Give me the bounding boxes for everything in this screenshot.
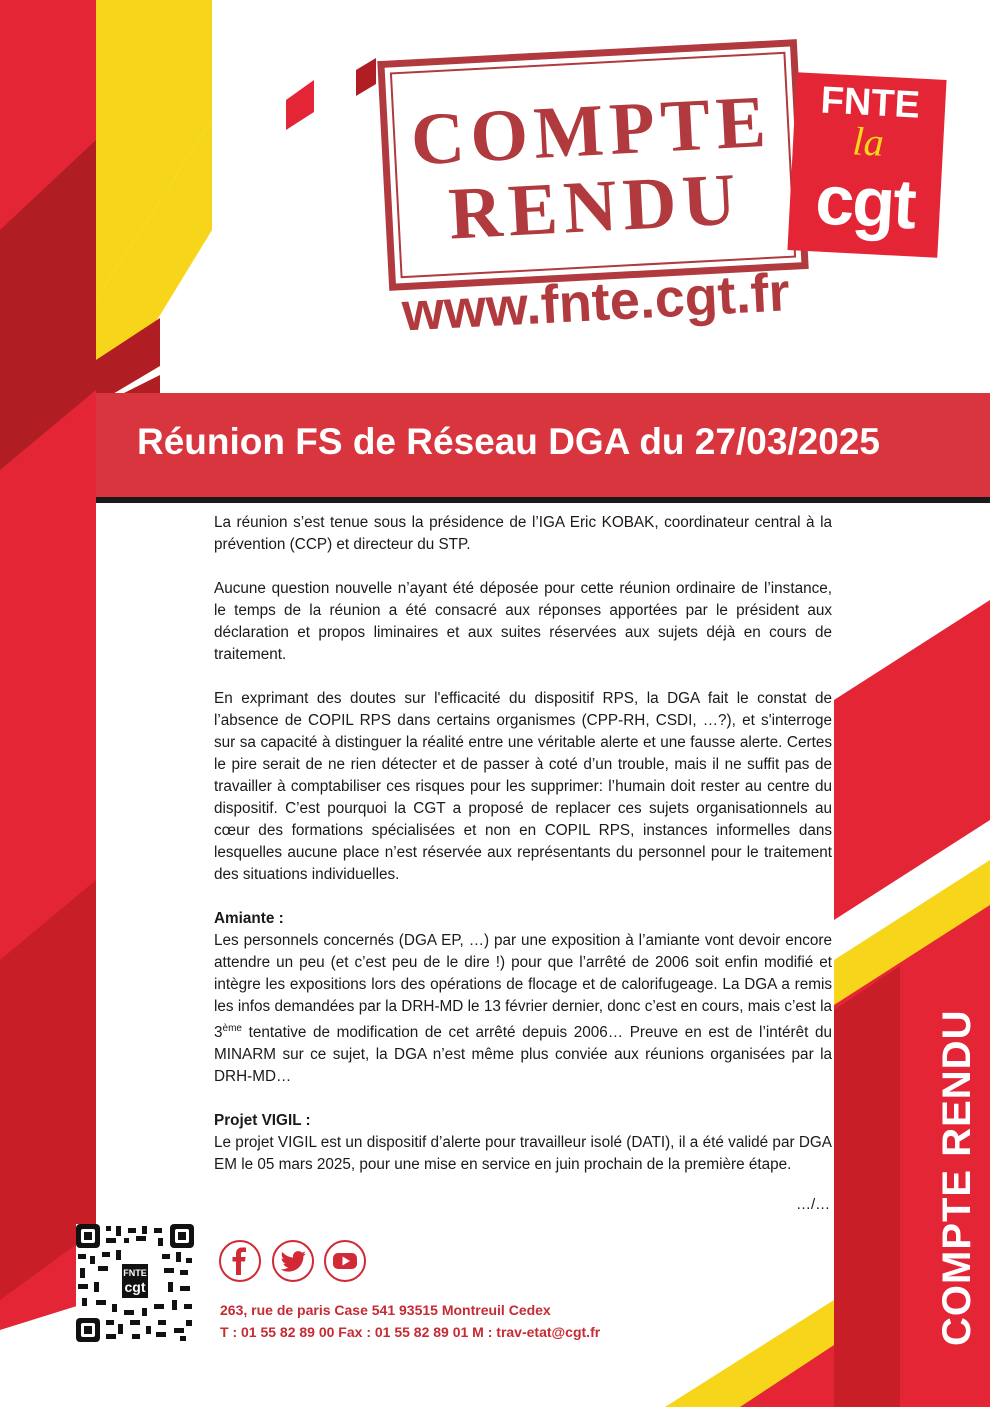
qr-logo-cgt: cgt	[124, 1279, 146, 1295]
continuation-mark: …/…	[796, 1196, 831, 1213]
vertical-compte-rendu-label: COMPTE RENDU	[935, 1009, 979, 1346]
paragraph-rps: En exprimant des doutes sur l'efficacité du dispositif RPS, la DGA fait le constat de l’absence de COPIL RPS dans certains organismes (CPP-RH, CSDI, …?), et s'interroge sur sa capacité à distinguer la réalité entre une véritable alerte et une fausse alerte. Certes le pire serait de ne rien détecter et de passer à coté d’un trouble, mais il ne suffit pas de travailler à comptabiliser ces risques pour les supprimer: l’humain doit rester au centre du dispositif. C’est pourquoi la CGT a proposé de replacer ces sujets organisationnels au cœur des formations spécialisées et non en COPIL RPS, instances informelles dans lesquelles aucune place n’est réservée aux représentants du personnel pour le traitement des situations individuelles.	[214, 690, 832, 883]
website-url: www.fnte.cgt.fr	[400, 262, 792, 343]
logo-fnte-text: FNTE	[819, 79, 921, 127]
facebook-icon[interactable]	[219, 1240, 261, 1282]
footer-address: 263, rue de paris Case 541 93515 Montreuil Cedex	[220, 1302, 551, 1318]
amiante-heading: Amiante :	[214, 910, 284, 927]
compte-rendu-stamp	[377, 39, 808, 291]
qr-code[interactable]	[76, 1224, 194, 1342]
paragraph-agenda: Aucune question nouvelle n’ayant été déposée pour cette réunion ordinaire de l’instance, le temps de la réunion a été consacré aux réponses apportées par le président aux déclaration et propos liminaires et aux suites réservées aux sujets déjà en cours de traitement.	[214, 580, 832, 663]
paragraph-intro: La réunion s’est tenue sous la présidence de l’IGA Eric KOBAK, coordinateur central à la prévention (CCP) et directeur du STP.	[214, 514, 832, 553]
amiante-text-part1: Les personnels concernés (DGA EP, …) par une exposition à l’amiante vont devoir encore attendre un peu (et c’est peu de le dire !) pour que l’arrêté de 2006 soit enfin modifié et intègre les expositions lors des opérations de flocage et de calorifugeage. La DGA a remis les infos demandées par la DRH-MD le 13 février dernier, donc c’est en cours, mais c’est la 3	[214, 932, 832, 1042]
footer-contact: T : 01 55 82 89 00 Fax : 01 55 82 89 01 M : trav-etat@cgt.fr	[220, 1324, 601, 1340]
qr-logo-fnte: FNTE	[123, 1268, 147, 1278]
fnte-cgt-logo	[787, 72, 946, 258]
amiante-superscript: ème	[222, 1023, 242, 1034]
section-vigil	[214, 1110, 832, 1176]
amiante-text-part2: tentative de modification de cet arrêté depuis 2006… Preuve en est de l’intérêt du MINARM sur ce sujet, la DGA n’est même plus conviée aux réunions organisées par la DRH-MD…	[214, 1024, 832, 1086]
logo-la-text: la	[851, 118, 885, 165]
logo-cgt-text: cgt	[813, 160, 917, 244]
page-title: Réunion FS de Réseau DGA du 27/03/2025	[137, 421, 880, 462]
right-red-stripe-top	[834, 600, 990, 920]
right-dark-red-band	[834, 966, 900, 1407]
title-underline	[96, 497, 990, 503]
section-amiante	[214, 908, 832, 1088]
vigil-heading: Projet VIGIL :	[214, 1112, 311, 1130]
youtube-icon[interactable]	[324, 1240, 366, 1282]
vigil-text: Le projet VIGIL est un dispositif d’alerte pour travailleur isolé (DATI), il a été validé par DGA EM le 05 mars 2025, pour une mise en service en juin prochain de la première étape.	[214, 1134, 832, 1174]
report-body	[214, 512, 832, 1198]
twitter-icon[interactable]	[272, 1240, 314, 1282]
stamp-text-compte: COMPTE	[408, 80, 774, 182]
stamp-text-rendu: RENDU	[446, 158, 744, 256]
